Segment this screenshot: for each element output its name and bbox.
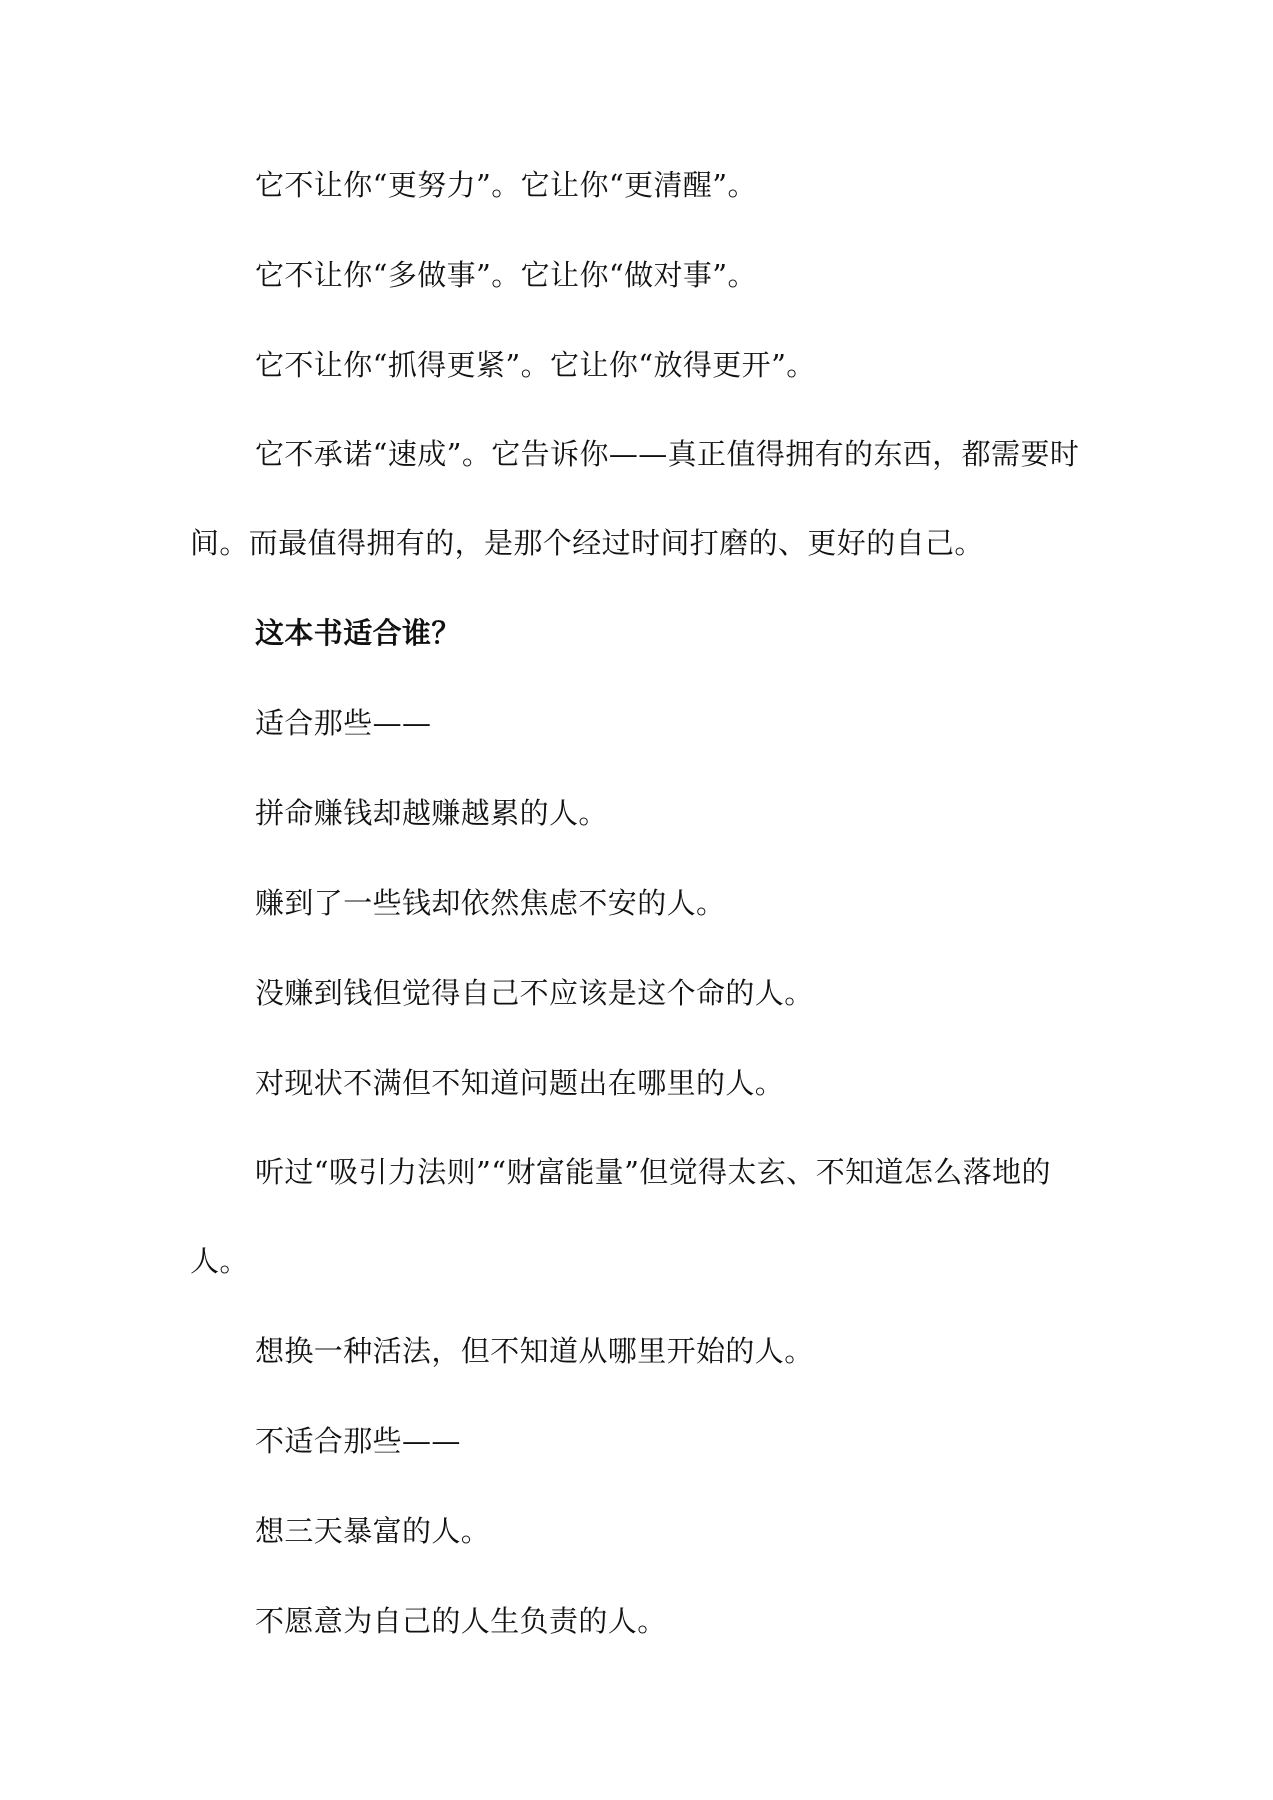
paragraph: 它不让你“多做事”。它让你“做对事”。 <box>255 258 757 292</box>
list-item: 赚到了一些钱却依然焦虑不安的人。 <box>255 886 726 920</box>
paragraph: 适合那些—— <box>255 706 432 740</box>
document-body <box>190 166 1090 1692</box>
list-item: 听过“吸引力法则”“财富能量”但觉得太玄、不知道怎么落地的人。 <box>190 1155 1051 1278</box>
section-heading: 这本书适合谁？ <box>255 616 461 650</box>
paragraph: 它不让你“更努力”。它让你“更清醒”。 <box>255 168 757 202</box>
list-item: 不愿意为自己的人生负责的人。 <box>255 1604 667 1638</box>
list-item: 想换一种活法，但不知道从哪里开始的人。 <box>255 1334 814 1368</box>
paragraph: 它不让你“抓得更紧”。它让你“放得更开”。 <box>255 348 816 382</box>
list-item: 拼命赚钱却越赚越累的人。 <box>255 796 608 830</box>
paragraph: 它不承诺“速成”。它告诉你——真正值得拥有的东西，都需要时间。而最值得拥有的，是那个经过时间打磨的、更好的自己。 <box>190 437 1080 560</box>
paragraph: 不适合那些—— <box>255 1424 461 1458</box>
list-item: 对现状不满但不知道问题出在哪里的人。 <box>255 1066 785 1100</box>
list-item: 想三天暴富的人。 <box>255 1514 491 1548</box>
list-item: 没赚到钱但觉得自己不应该是这个命的人。 <box>255 976 814 1010</box>
